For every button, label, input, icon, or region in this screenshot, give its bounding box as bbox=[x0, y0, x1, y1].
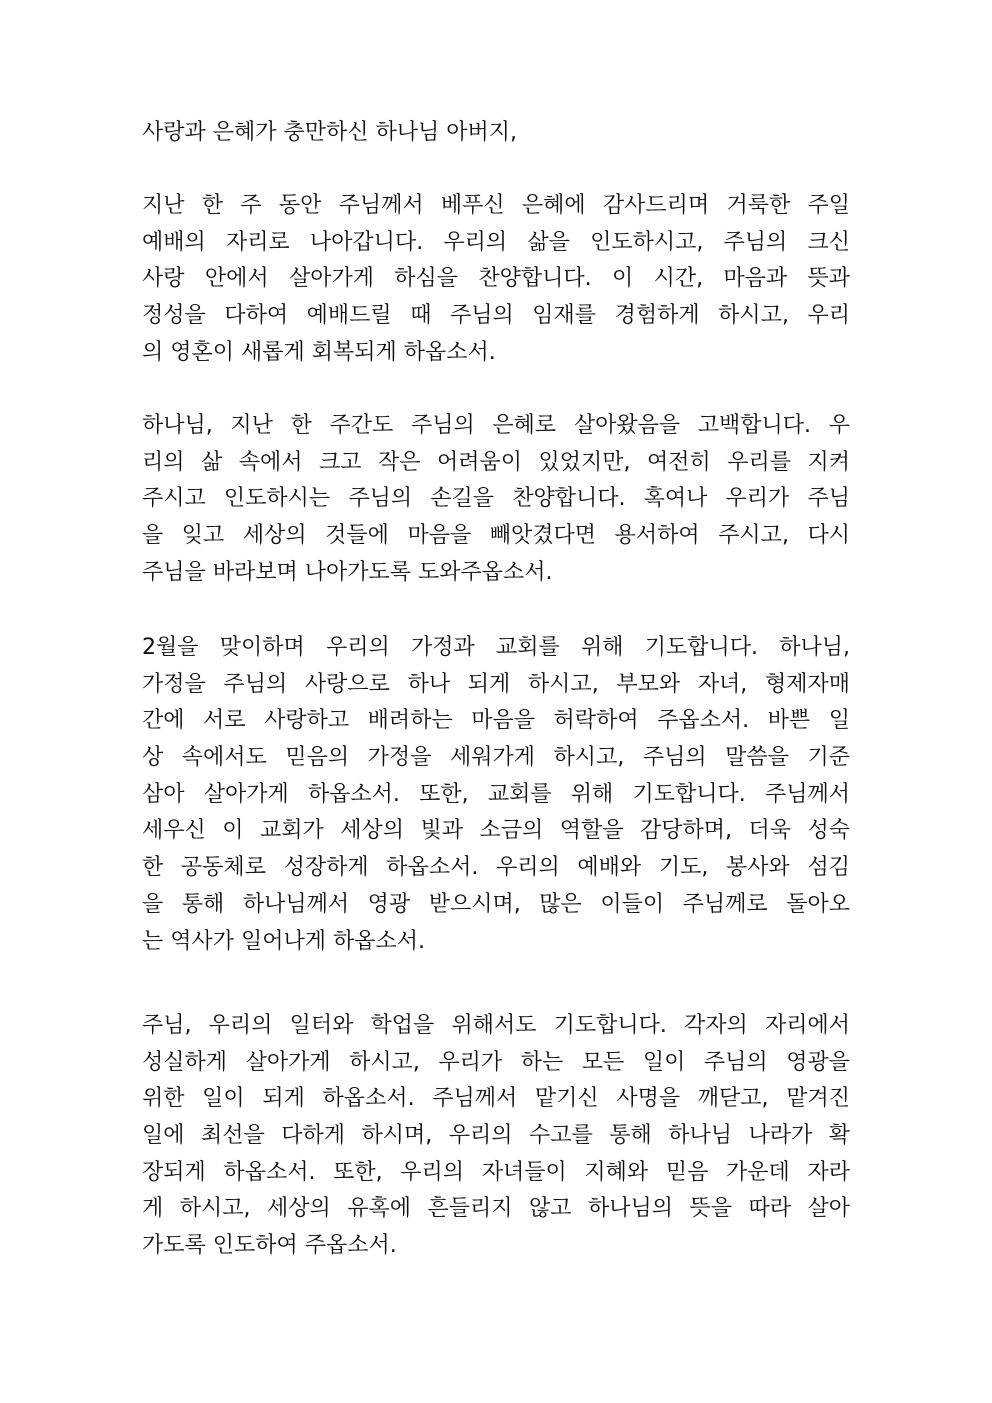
paragraph-line: 주님을 바라보며 나아가도록 도와주옵소서. bbox=[142, 559, 553, 585]
paragraph-line: 장되게 하옵소서. 또한, 우리의 자녀들이 지혜와 믿음 가운데 자라 bbox=[142, 1159, 850, 1185]
paragraph-line: 리의 삶 속에서 크고 작은 어려움이 있었지만, 여전히 우리를 지켜 bbox=[142, 449, 850, 475]
paragraph-line: 정성을 다하여 예배드릴 때 주님의 임재를 경험하게 하시고, 우리 bbox=[142, 303, 850, 329]
paragraph-line: 가정을 주님의 사랑으로 하나 되게 하시고, 부모와 자녀, 형제자매 bbox=[142, 671, 850, 697]
greeting-text: 사랑과 은혜가 충만하신 하나님 아버지, bbox=[142, 120, 517, 145]
paragraph-line: 삼아 살아가게 하옵소서. 또한, 교회를 위해 기도합니다. 주님께서 bbox=[142, 781, 850, 807]
paragraph-line: 하나님, 지난 한 주간도 주님의 은혜로 살아왔음을 고백합니다. 우 bbox=[142, 413, 850, 438]
paragraph-line: 주시고 인도하시는 주님의 손길을 찬양합니다. 혹여나 우리가 주님 bbox=[142, 486, 850, 512]
greeting-line bbox=[142, 115, 850, 152]
paragraph-line: 성실하게 살아가게 하시고, 우리가 하는 모든 일이 주님의 영광을 bbox=[142, 1049, 850, 1075]
paragraph-line: 예배의 자리로 나아갑니다. 우리의 삶을 인도하시고, 주님의 크신 bbox=[142, 229, 850, 255]
paragraph-1 bbox=[142, 188, 850, 371]
paragraph-3 bbox=[142, 630, 850, 960]
paragraph-line: 가도록 인도하여 주옵소서. bbox=[142, 1233, 397, 1259]
paragraph-line: 는 역사가 일어나게 하옵소서. bbox=[142, 928, 425, 954]
paragraph-line: 지난 한 주 동안 주님께서 베푸신 은혜에 감사드리며 거룩한 주일 bbox=[142, 193, 850, 218]
paragraph-2 bbox=[142, 408, 850, 591]
paragraph-line: 세우신 이 교회가 세상의 빛과 소금의 역할을 감당하며, 더욱 성숙 bbox=[142, 818, 850, 844]
paragraph-line: 위한 일이 되게 하옵소서. 주님께서 맡기신 사명을 깨닫고, 맡겨진 bbox=[142, 1086, 850, 1112]
paragraph-line: 을 잊고 세상의 것들에 마음을 빼앗겼다면 용서하여 주시고, 다시 bbox=[142, 523, 850, 549]
paragraph-line: 간에 서로 사랑하고 배려하는 마음을 허락하여 주옵소서. 바쁜 일 bbox=[142, 708, 850, 734]
paragraph-4 bbox=[142, 1008, 850, 1265]
paragraph-line: 게 하시고, 세상의 유혹에 흔들리지 않고 하나님의 뜻을 따라 살아 bbox=[142, 1196, 850, 1222]
paragraph-line: 상 속에서도 믿음의 가정을 세워가게 하시고, 주님의 말씀을 기준 bbox=[142, 745, 850, 771]
paragraph-line: 일에 최선을 다하게 하시며, 우리의 수고를 통해 하나님 나라가 확 bbox=[142, 1123, 850, 1149]
paragraph-line: 을 통해 하나님께서 영광 받으시며, 많은 이들이 주님께로 돌아오 bbox=[142, 891, 850, 917]
paragraph-line: 2월을 맞이하며 우리의 가정과 교회를 위해 기도합니다. 하나님, bbox=[142, 635, 850, 660]
paragraph-line: 주님, 우리의 일터와 학업을 위해서도 기도합니다. 각자의 자리에서 bbox=[142, 1013, 850, 1038]
paragraph-line: 사랑 안에서 살아가게 하심을 찬양합니다. 이 시간, 마음과 뜻과 bbox=[142, 266, 850, 292]
paragraph-line: 의 영혼이 새롭게 회복되게 하옵소서. bbox=[142, 339, 496, 365]
paragraph-line: 한 공동체로 성장하게 하옵소서. 우리의 예배와 기도, 봉사와 섬김 bbox=[142, 855, 850, 881]
